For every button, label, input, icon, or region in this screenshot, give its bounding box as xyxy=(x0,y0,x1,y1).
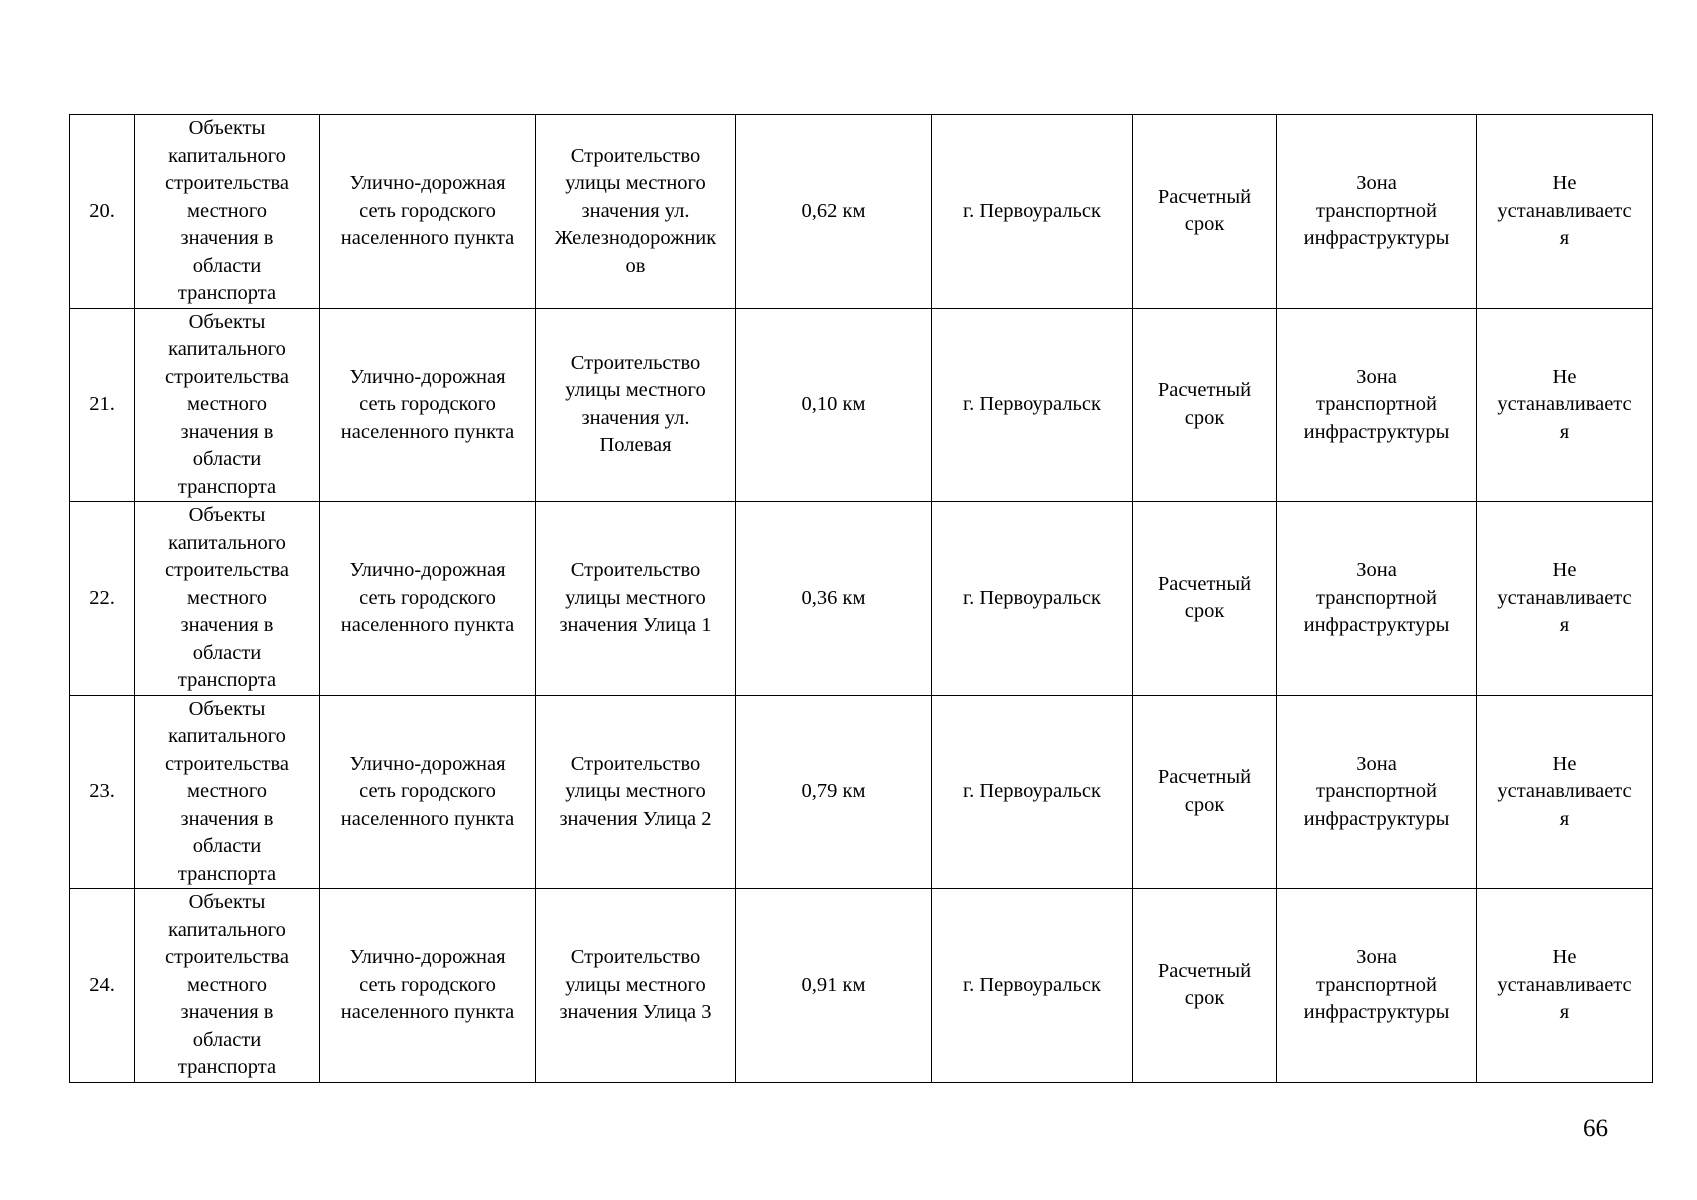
location-cell: г. Первоуральск xyxy=(932,502,1133,696)
zone-cell: Зона транспортной инфраструктуры xyxy=(1277,308,1477,502)
object-category-cell: Объекты капитального строительства местного значения в области транспорта xyxy=(135,308,320,502)
object-description-cell: Строительство улицы местного значения Улица 1 xyxy=(536,502,736,696)
row-number-cell: 22. xyxy=(70,502,135,696)
object-category-cell: Объекты капитального строительства местного значения в области транспорта xyxy=(135,502,320,696)
restriction-cell: Не устанавливаетс я xyxy=(1477,502,1653,696)
term-cell: Расчетный срок xyxy=(1133,115,1277,309)
table-row xyxy=(70,695,1653,889)
row-number-cell: 23. xyxy=(70,695,135,889)
table-row xyxy=(70,502,1653,696)
location-cell: г. Первоуральск xyxy=(932,115,1133,309)
length-cell: 0,79 км xyxy=(736,695,932,889)
length-cell: 0,62 км xyxy=(736,115,932,309)
object-description-cell: Строительство улицы местного значения ул. Железнодорожник ов xyxy=(536,115,736,309)
object-category-cell: Объекты капитального строительства местного значения в области транспорта xyxy=(135,115,320,309)
term-cell: Расчетный срок xyxy=(1133,889,1277,1083)
page-number: 66 xyxy=(1583,1115,1608,1142)
objects-table xyxy=(69,114,1653,1083)
restriction-cell: Не устанавливаетс я xyxy=(1477,308,1653,502)
zone-cell: Зона транспортной инфраструктуры xyxy=(1277,695,1477,889)
row-number-cell: 20. xyxy=(70,115,135,309)
table-row xyxy=(70,308,1653,502)
length-cell: 0,91 км xyxy=(736,889,932,1083)
term-cell: Расчетный срок xyxy=(1133,308,1277,502)
object-description-cell: Строительство улицы местного значения Улица 3 xyxy=(536,889,736,1083)
object-type-cell: Улично-дорожная сеть городского населенного пункта xyxy=(320,889,536,1083)
object-type-cell: Улично-дорожная сеть городского населенного пункта xyxy=(320,308,536,502)
object-category-cell: Объекты капитального строительства местного значения в области транспорта xyxy=(135,889,320,1083)
length-cell: 0,36 км xyxy=(736,502,932,696)
restriction-cell: Не устанавливаетс я xyxy=(1477,115,1653,309)
zone-cell: Зона транспортной инфраструктуры xyxy=(1277,115,1477,309)
restriction-cell: Не устанавливаетс я xyxy=(1477,889,1653,1083)
object-type-cell: Улично-дорожная сеть городского населенного пункта xyxy=(320,502,536,696)
length-cell: 0,10 км xyxy=(736,308,932,502)
table-row xyxy=(70,889,1653,1083)
location-cell: г. Первоуральск xyxy=(932,695,1133,889)
term-cell: Расчетный срок xyxy=(1133,695,1277,889)
location-cell: г. Первоуральск xyxy=(932,308,1133,502)
zone-cell: Зона транспортной инфраструктуры xyxy=(1277,889,1477,1083)
object-description-cell: Строительство улицы местного значения Улица 2 xyxy=(536,695,736,889)
row-number-cell: 24. xyxy=(70,889,135,1083)
object-category-cell: Объекты капитального строительства местного значения в области транспорта xyxy=(135,695,320,889)
term-cell: Расчетный срок xyxy=(1133,502,1277,696)
zone-cell: Зона транспортной инфраструктуры xyxy=(1277,502,1477,696)
restriction-cell: Не устанавливаетс я xyxy=(1477,695,1653,889)
location-cell: г. Первоуральск xyxy=(932,889,1133,1083)
row-number-cell: 21. xyxy=(70,308,135,502)
object-type-cell: Улично-дорожная сеть городского населенного пункта xyxy=(320,695,536,889)
table-row xyxy=(70,115,1653,309)
object-type-cell: Улично-дорожная сеть городского населенного пункта xyxy=(320,115,536,309)
object-description-cell: Строительство улицы местного значения ул. Полевая xyxy=(536,308,736,502)
